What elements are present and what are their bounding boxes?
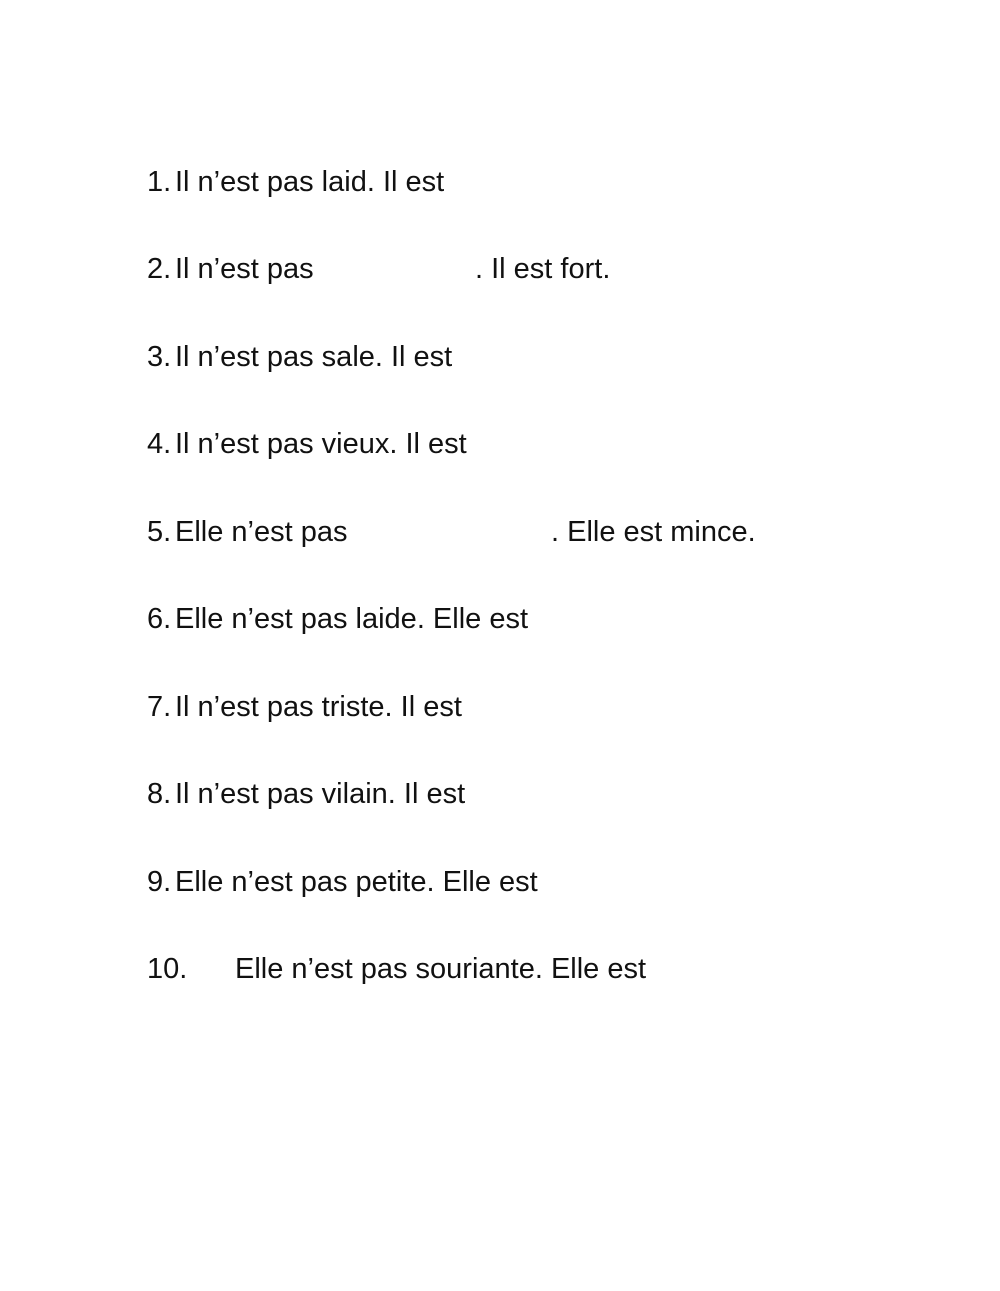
item-number: 5. bbox=[147, 516, 172, 548]
item-text-before: Il n’est pas bbox=[175, 253, 314, 285]
exercise-item-3 bbox=[147, 337, 453, 377]
item-text-before: Elle n’est pas souriante. Elle est bbox=[235, 953, 647, 985]
item-text-before: Il n’est pas triste. Il est bbox=[175, 691, 462, 723]
item-text-before: Elle n’est pas laide. Elle est bbox=[175, 603, 529, 635]
item-number: 3. bbox=[147, 341, 172, 373]
item-number: 10. bbox=[147, 953, 188, 985]
item-text-before: Il n’est pas sale. Il est bbox=[175, 341, 453, 373]
exercise-item-4 bbox=[147, 424, 467, 464]
item-text-before: Il n’est pas vieux. Il est bbox=[175, 428, 467, 460]
item-text-before: Elle n’est pas petite. Elle est bbox=[175, 866, 538, 898]
exercise-item-1 bbox=[147, 162, 445, 202]
item-text-before: Il n’est pas laid. Il est bbox=[175, 166, 445, 198]
exercise-item-8 bbox=[147, 774, 466, 814]
item-number: 9. bbox=[147, 866, 172, 898]
item-text-before: Elle n’est pas bbox=[175, 516, 348, 548]
item-number: 8. bbox=[147, 778, 172, 810]
exercise-item-10 bbox=[147, 949, 647, 989]
exercise-item-5 bbox=[147, 512, 756, 552]
item-number: 2. bbox=[147, 253, 172, 285]
item-text-before: Il n’est pas vilain. Il est bbox=[175, 778, 466, 810]
exercise-item-6 bbox=[147, 599, 529, 639]
item-number: 6. bbox=[147, 603, 172, 635]
item-number: 4. bbox=[147, 428, 172, 460]
exercise-item-9 bbox=[147, 862, 538, 902]
item-text-after: . Il est fort. bbox=[475, 253, 611, 285]
exercise-item-7 bbox=[147, 687, 462, 727]
item-number: 7. bbox=[147, 691, 172, 723]
exercise-item-2 bbox=[147, 249, 611, 289]
item-number: 1. bbox=[147, 166, 172, 198]
item-text-after: . Elle est mince. bbox=[551, 516, 756, 548]
